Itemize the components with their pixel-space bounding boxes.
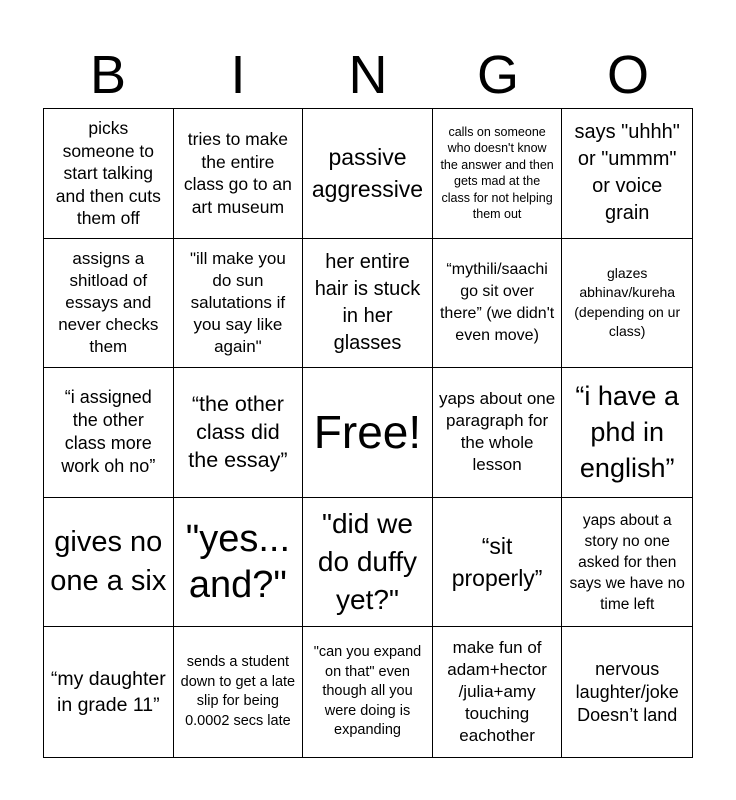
bingo-cell[interactable]: “the other class did the essay”	[174, 368, 304, 498]
bingo-cell[interactable]: yaps about one paragraph for the whole lesson	[433, 368, 563, 498]
bingo-cell[interactable]: "yes... and?"	[174, 498, 304, 628]
bingo-cell[interactable]: calls on someone who doesn't know the answer and then gets mad at the class for not helping them out	[433, 109, 563, 239]
bingo-cell[interactable]: sends a student down to get a late slip for being 0.0002 secs late	[174, 627, 304, 757]
bingo-cell[interactable]: nervous laughter/joke Doesn’t land	[575, 658, 679, 725]
bingo-cell[interactable]: “i assigned the other class more work oh no”	[44, 368, 174, 498]
header-letter-o: O	[606, 45, 649, 105]
bingo-header	[43, 42, 693, 108]
bingo-cell[interactable]: "did we do duffy yet?"	[303, 498, 433, 628]
bingo-cell[interactable]: "ill make you do sun salutations if you say like again"	[174, 239, 304, 369]
header-letter-b: B	[89, 45, 127, 105]
bingo-cell[interactable]: "can you expand on that" even though all you were doing is expanding	[303, 627, 433, 757]
header-letter-g: G	[476, 45, 519, 105]
bingo-cell-free[interactable]: Free!	[303, 368, 433, 498]
bingo-cell[interactable]: make fun of adam+hector /julia+amy touching eachother	[433, 627, 563, 757]
bingo-cell[interactable]: tries to make the entire class go to an art museum	[174, 109, 304, 239]
bingo-cell[interactable]: “sit properly”	[433, 498, 563, 628]
bingo-cell[interactable]: “i have a phd in english”	[562, 368, 692, 498]
bingo-cell[interactable]: picks someone to start talking and then cuts them off	[44, 109, 174, 239]
bingo-cell[interactable]: “my daughter in grade 11”	[44, 627, 174, 757]
bingo-cell[interactable]: gives no one a six	[44, 498, 174, 628]
header-letter-n: N	[348, 45, 388, 105]
bingo-cell[interactable]: passive aggressive	[303, 109, 433, 239]
bingo-cell[interactable]: yaps about a story no one asked for then says we have no time left	[562, 498, 692, 628]
bingo-cell[interactable]: “mythili/saachi go sit over there” (we didn't even move)	[433, 239, 563, 369]
bingo-cell[interactable]: assigns a shitload of essays and never checks them	[44, 239, 174, 369]
bingo-cell[interactable]: glazes abhinav/kureha (depending on ur class)	[562, 239, 692, 369]
bingo-grid	[43, 108, 693, 758]
bingo-cell[interactable]: her entire hair is stuck in her glasses	[303, 239, 433, 369]
bingo-cell[interactable]: says "uhhh" or "ummm" or voice grain	[562, 109, 692, 239]
header-letter-i: I	[230, 45, 246, 105]
